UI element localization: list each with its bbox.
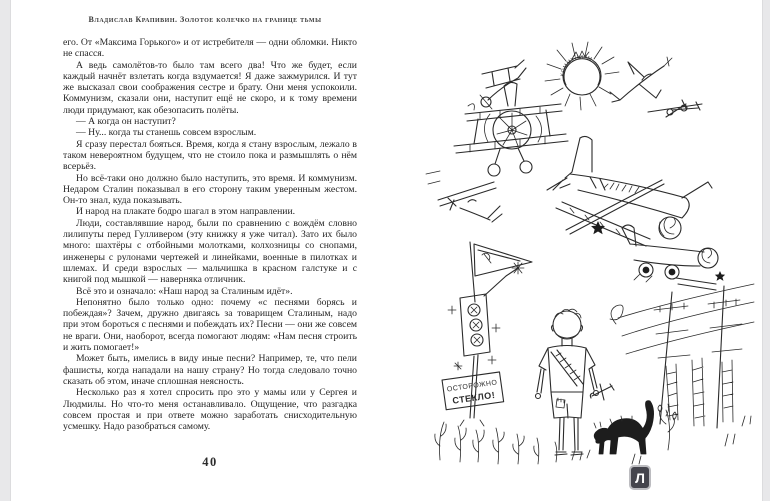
star-wing-plane-icon: [556, 202, 724, 290]
body-paragraph: Несколько раз я хотел спросить про это у мамы или у Сергея и Людмилы. Но что-то меня останавливало. Ощущение, что разгадка совсем простая и при ответе можно заработать снисходительную усмешку. Надо разобраться самому.: [63, 387, 357, 433]
soviet-pennant-icon: [470, 242, 532, 302]
illegible-lettering: [604, 183, 639, 193]
red-star-icon: [716, 272, 724, 280]
twin-engine-plane-icon: [648, 100, 702, 117]
transport-plane-icon: [566, 136, 712, 239]
body-paragraph: А ведь самолётов-то было там всего два! Что же будет, если каждый начнёт взлетать когда вздумается! Я даже зажмурился. И тут же высказал свои соображения сестре и брату. Они меня успокоили. Коммунизм, сказали они, наступит ещё не скоро, и к тому времени люди придумают, как обезопасить полёты.: [63, 59, 357, 116]
plant-sprig-icon: [658, 404, 676, 450]
dialogue-paragraph: — Ну... когда ты станешь совсем взрослым.: [76, 127, 257, 139]
left-margin: [0, 0, 11, 501]
hammer-sickle-icon: [482, 253, 491, 263]
body-paragraph: И народ на плакате бодро шагал в этом направлении.: [76, 206, 296, 218]
body-paragraph: Я сразу перестал бояться. Время, когда я стану взрослым, лежало в таком невероятном будущем, что не стоило пока и размышлять о нём всерьёз.: [63, 138, 357, 173]
power-line-masts: [610, 284, 754, 428]
sun-label: КОММУНИЗМ: [559, 54, 593, 77]
body-paragraph: Люди, составлявшие народ, были по сравнению с вождём словно лилипуты перед Гулливером (эту книжку я уже читал). Зато их было много: шахтёры с отбойными молотками, колхозницы со снопами, инженеры с рулонами чертежей и линейками, военные в пилотках и шлемах. И среди взрослых — мальчишка в красном галстуке и с книгой под мышкой — наверняка отличник.: [63, 217, 357, 286]
fighter-plane-icon: [610, 57, 672, 102]
running-header: Владислав Крапивин. Золотое колечко на границе тьмы: [88, 15, 322, 24]
right-margin: [762, 0, 770, 501]
dialogue-paragraph: — А когда он наступит?: [76, 116, 176, 128]
book-illustration: [420, 22, 755, 477]
left-page-text: [63, 37, 357, 432]
page-number: 40: [202, 455, 218, 469]
sun-icon: [545, 42, 619, 110]
black-cat-icon: [594, 401, 654, 454]
warning-sign-line2: СТЕКЛО!: [451, 389, 496, 406]
sparkle-icon: [448, 262, 524, 370]
tiny-plane-icon: [547, 172, 572, 190]
body-paragraph: Всё это и означало: «Наш народ за Сталиным идёт».: [76, 285, 293, 297]
small-monoplane-icon: [426, 171, 502, 222]
body-paragraph: Может быть, имелись в виду иные песни? Например, те, что пели фашисты, когда нападали на нашу страну? Но тогда следовало точно сказать об этом, иначе сплошная неясность.: [63, 353, 357, 387]
central-biplane-icon: [454, 82, 568, 176]
warning-sign-line1: ОСТОРОЖНО: [446, 379, 498, 394]
body-paragraph: Но всё-таки оно должно было наступить, это время. И коммунизм. Недаром Сталин показывал в его сторону таким уверенным жестом. Он-то знал, куда показывать.: [63, 172, 357, 207]
labirint-logo: Л: [629, 465, 651, 490]
body-paragraph: его. От «Максима Горького» и от истребителя — одни обломки. Никто не спасся.: [63, 37, 357, 60]
body-paragraph: Непонятно было только одно: почему «с песнями борясь и побеждая»? Зачем, дружно двигаясь за товарищем Сталиным, надо при этом бороться с песнями и побеждать их? Песни — они же совсем не враги. Они, наоборот, всегда помогают людям: «Нам песня строить и жить помогает!»: [63, 296, 357, 354]
svg-text:КОММУНИЗМ: [560, 55, 593, 77]
